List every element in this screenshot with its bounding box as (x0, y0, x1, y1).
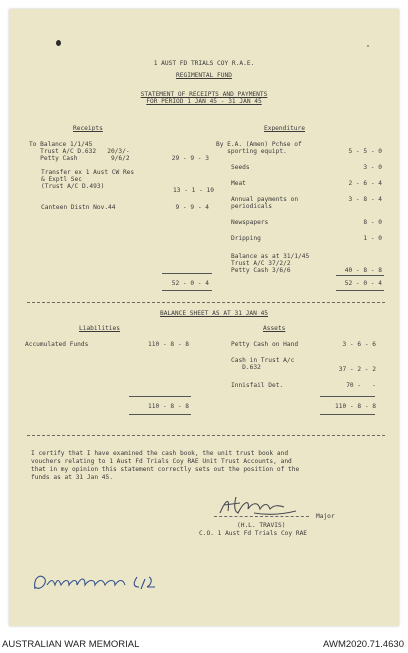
signature-rule (214, 516, 309, 517)
expenditure-total-rule (336, 275, 384, 276)
expenditure-line: periodicals (231, 203, 272, 210)
expenditure-amount: 5 - 5 - 0 (348, 148, 382, 155)
receipt-line: (Trust A/C D.493) (41, 183, 105, 190)
unit-title: 1 AUST FD TRIALS COY R.A.E. (153, 60, 255, 67)
expenditure-line: Seeds (231, 164, 250, 171)
receipt-line: To Balance 1/1/45 (29, 141, 93, 148)
expenditure-amount: 2 - 6 - 4 (348, 180, 382, 187)
signatory-name: (H.L. TRAVIS) (237, 522, 286, 529)
liabilities-total-rule (129, 396, 191, 397)
expenditure-amount: 1 - 0 (363, 235, 382, 242)
expenditure-line: Trust A/C 37/2/2 (231, 260, 291, 267)
expenditure-line: Petty Cash 3/6/6 (231, 267, 291, 274)
receipt-line: Transfer ex 1 Aust CW Res (41, 169, 135, 176)
expenditure-line: Dripping (231, 235, 261, 242)
expenditure-amount: 3 - 0 (363, 164, 382, 171)
assets-total-rule (320, 396, 375, 397)
statement-title: STATEMENT OF RECEIPTS AND PAYMENTS (140, 91, 268, 98)
balance-sheet-title: BALANCE SHEET AS AT 31 JAN 45 (159, 310, 269, 317)
asset-amount: 37 - 2 - 2 (338, 366, 376, 373)
expenditure-line: sporting equipt. (216, 148, 287, 155)
expenditure-total: 52 - 0 - 4 (344, 280, 382, 287)
receipts-total-rule (162, 273, 212, 274)
receipt-line: Petty Cash 9/6/2 (29, 155, 130, 162)
asset-line: Cash in Trust A/c (231, 357, 295, 364)
institution-label: AUSTRALIAN WAR MEMORIAL (2, 639, 140, 650)
item-reference: AWM2020.71.4630 (323, 639, 404, 650)
receipts-heading: Receipts (73, 125, 103, 132)
asset-amount: 70 - - (346, 382, 376, 389)
expenditure-heading: Expenditure (264, 125, 305, 132)
signatory-role: C.O. 1 Aust Fd Trials Coy RAE (199, 530, 308, 537)
receipt-line: Canteen Distn Nov.44 (41, 204, 116, 211)
expenditure-amount: 8 - 0 (363, 219, 382, 226)
ink-blot (367, 45, 369, 47)
receipt-amount: 13 - 1 - 10 (173, 187, 214, 194)
expenditure-line: Newspapers (231, 219, 269, 226)
certificate-line: funds as at 31 Jan 45. (31, 474, 113, 481)
statement-period: FOR PERIOD 1 JAN 45 - 31 JAN 45 (146, 98, 262, 105)
receipt-amount: 29 - 9 - 3 (171, 155, 209, 162)
signatory-rank: Major (316, 513, 335, 520)
expenditure-line: Meat (231, 180, 246, 187)
liabilities-total: 110 - 8 - 8 (148, 403, 189, 410)
asset-line: Innisfail Det. (231, 382, 284, 389)
liability-line: Accumulated Funds (25, 341, 89, 348)
expenditure-amount: 40 - 8 - 8 (344, 267, 382, 274)
expenditure-line: By E.A. (Amen) Pchse of (216, 141, 302, 148)
expenditure-line: Annual payments on (231, 196, 299, 203)
section-divider (27, 302, 385, 303)
receipts-total-rule (162, 290, 212, 291)
liability-amount: 110 - 8 - 8 (148, 341, 189, 348)
certificate-line: vouchers relating to 1 Aust Fd Trials Coy RAE Unit Trust Accounts, and (31, 458, 292, 465)
expenditure-amount: 3 - 8 - 4 (348, 196, 382, 203)
expenditure-line: Balance as at 31/1/45 (231, 253, 310, 260)
expenditure-total-rule (336, 290, 384, 291)
liabilities-total-rule (129, 414, 191, 415)
archive-footer (0, 636, 408, 653)
handwritten-annotation (29, 569, 179, 595)
assets-heading: Assets (263, 325, 286, 332)
fund-title: REGIMENTAL FUND (176, 72, 232, 79)
certificate-line: that in my opinion this statement correctly sets out the position of the (31, 466, 300, 473)
asset-amount: 3 - 6 - 6 (342, 341, 376, 348)
receipt-line: & Exptl Sec (41, 176, 82, 183)
ink-blot (56, 40, 61, 46)
assets-total: 110 - 8 - 8 (335, 403, 376, 410)
asset-line: D.632 (231, 364, 261, 371)
receipt-amount: 9 - 9 - 4 (175, 204, 209, 211)
section-divider (27, 435, 385, 436)
asset-line: Petty Cash on Hand (231, 341, 299, 348)
liabilities-heading: Liabilities (79, 325, 120, 332)
document-page (9, 9, 399, 626)
assets-total-rule (320, 414, 375, 415)
receipts-total: 52 - 0 - 4 (171, 280, 209, 287)
receipt-line: Trust A/C D.632 20/3/- (29, 148, 130, 155)
certificate-line: I certify that I have examined the cash book, the unit trust book and (31, 450, 289, 457)
